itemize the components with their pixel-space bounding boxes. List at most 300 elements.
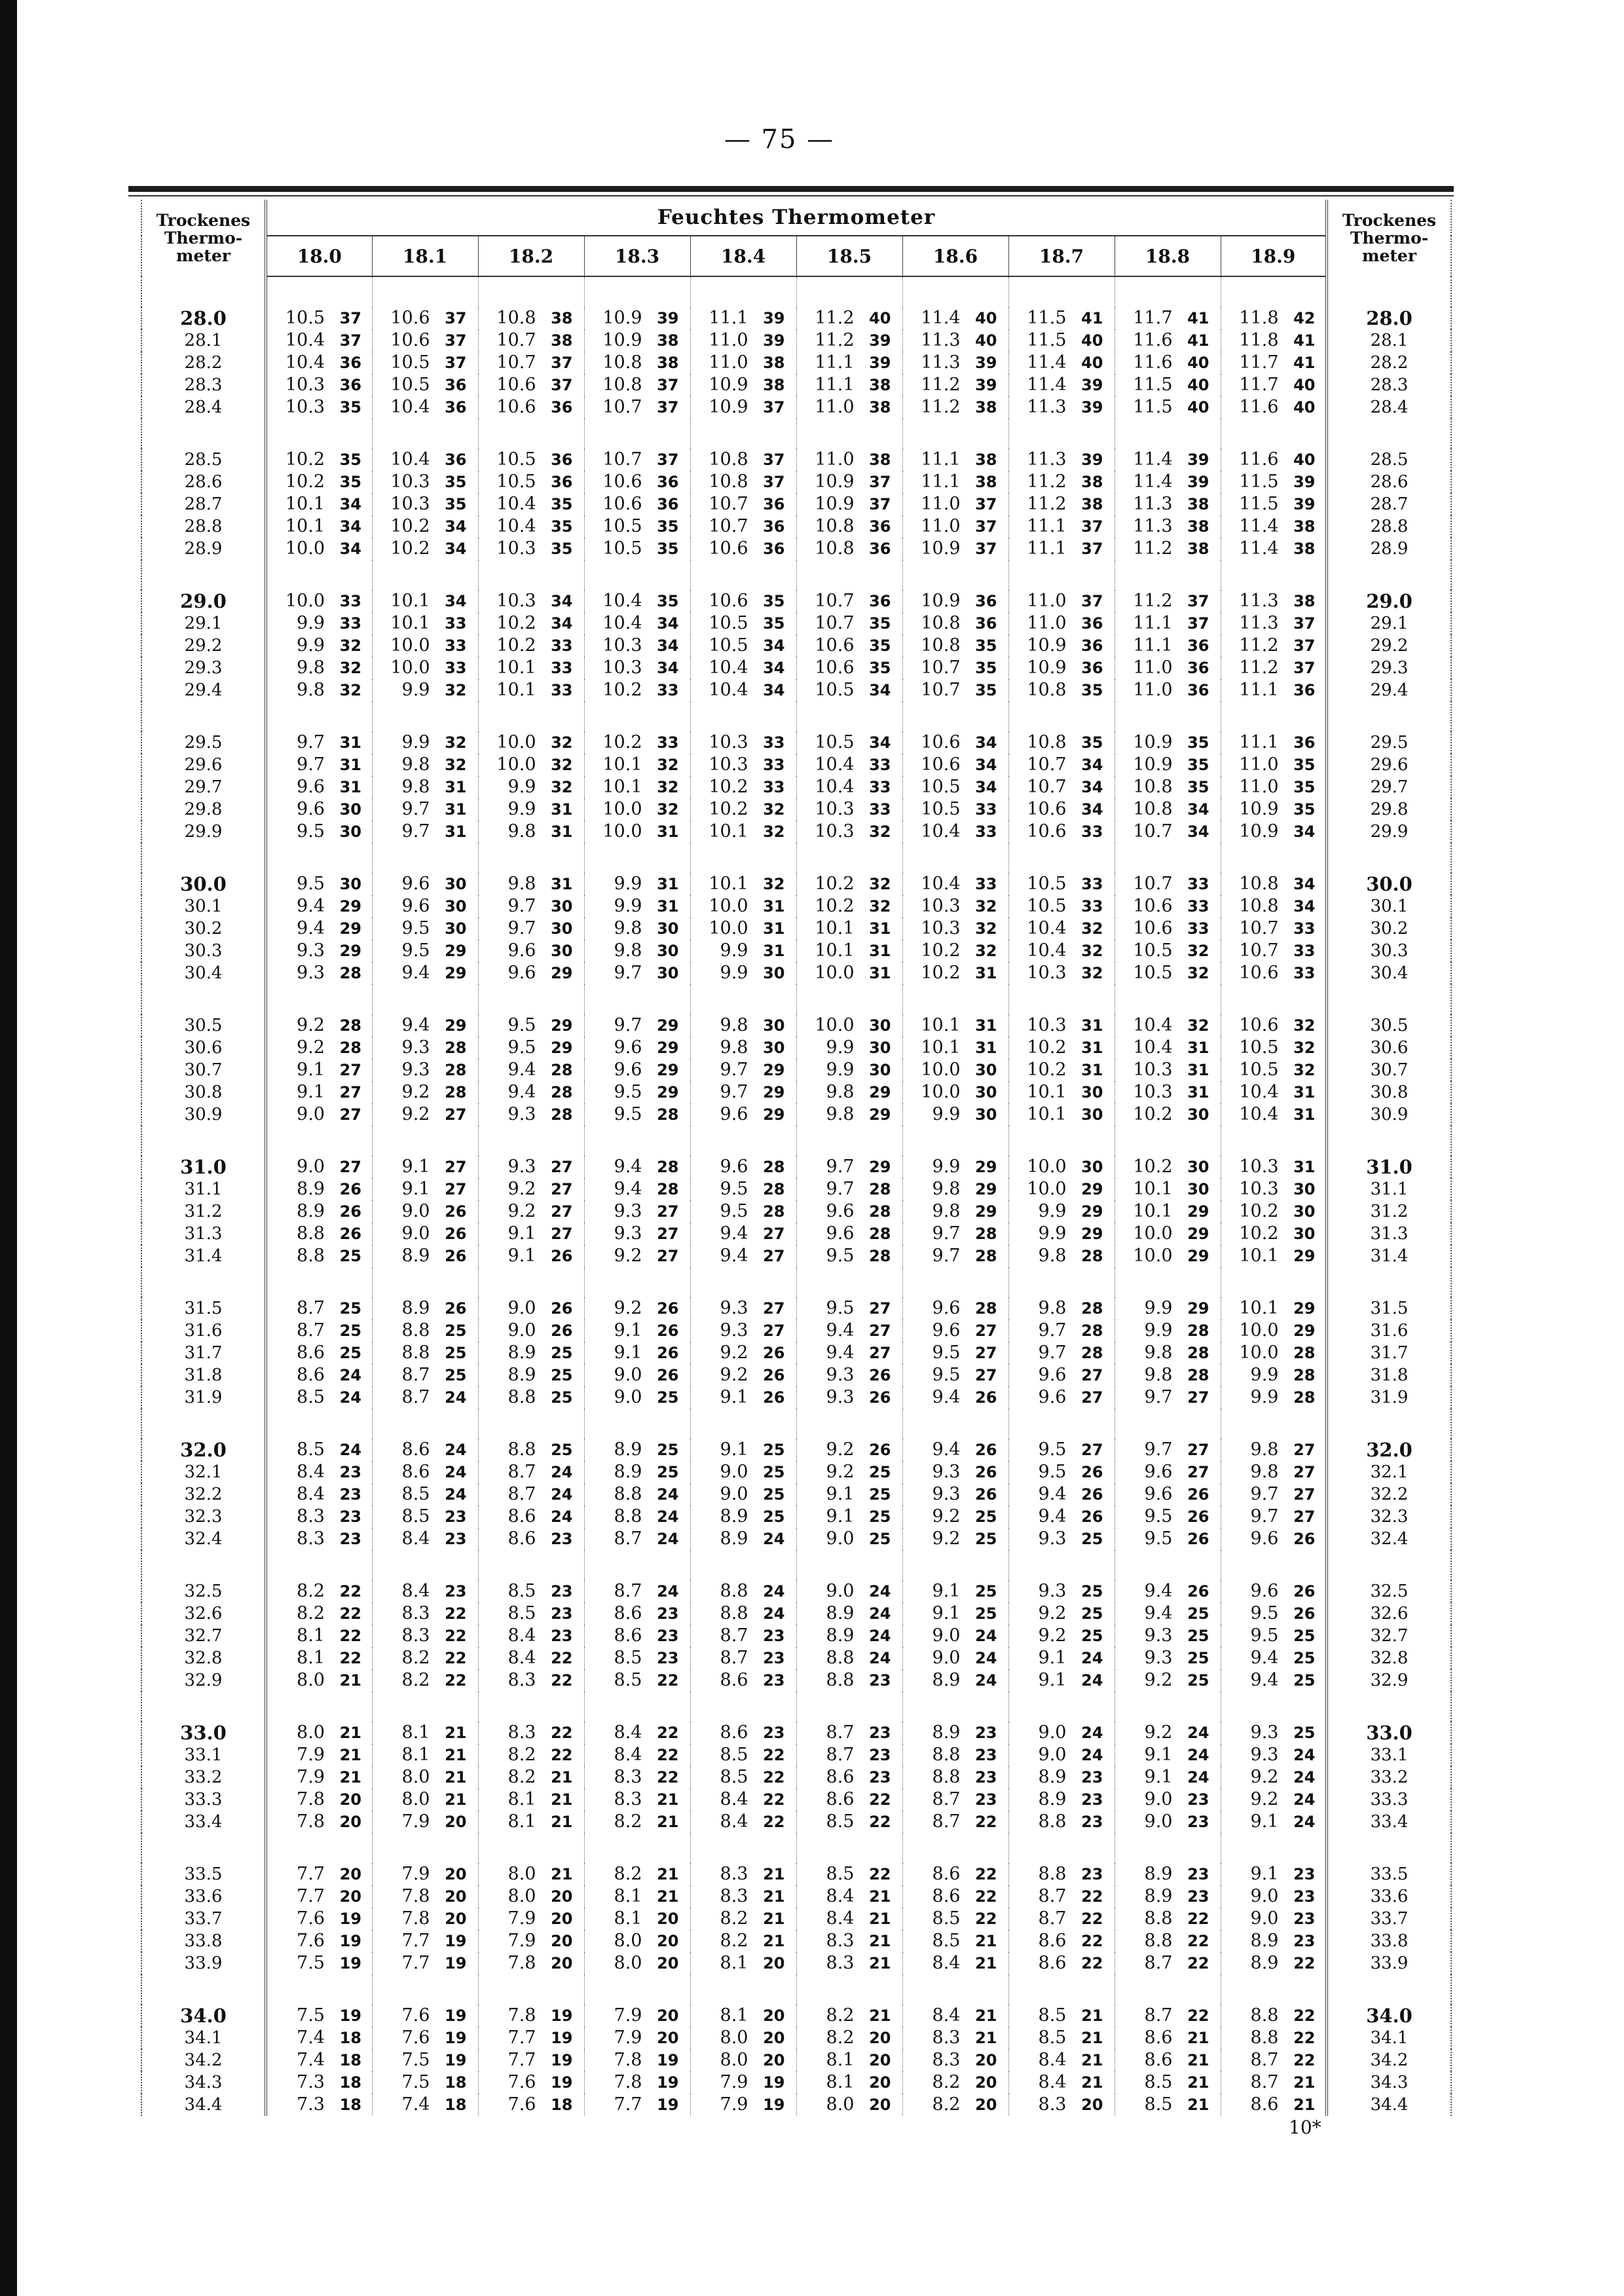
table-cell [266, 1885, 372, 1908]
dry-temp-label: 34.1 [141, 2027, 266, 2049]
humidity-percent: 31 [975, 1016, 997, 1035]
spacer-cell [796, 1409, 902, 1439]
humidity-percent: 27 [657, 1225, 679, 1243]
column-header: 18.8 [1115, 236, 1221, 276]
spacer-cell [902, 1409, 1008, 1439]
table-cell [1115, 1863, 1221, 1885]
vapour-value: 10.3 [1133, 1082, 1173, 1102]
humidity-percent: 34 [657, 659, 679, 677]
vapour-value: 10.2 [815, 896, 855, 916]
vapour-value: 9.4 [720, 1246, 748, 1266]
humidity-percent: 36 [1187, 659, 1209, 677]
table-cell [796, 1744, 902, 1766]
humidity-percent: 25 [339, 1299, 361, 1318]
vapour-value: 10.7 [1133, 874, 1173, 894]
vapour-value: 9.3 [932, 1462, 961, 1482]
vapour-value: 7.9 [720, 2072, 748, 2092]
vapour-value: 11.1 [1239, 732, 1279, 752]
table-cell [372, 374, 478, 396]
table-cell [478, 2071, 584, 2094]
humidity-percent: 31 [1187, 1039, 1209, 1057]
humidity-percent: 30 [445, 919, 467, 938]
vapour-value: 10.9 [1027, 657, 1067, 678]
vapour-value: 9.5 [1250, 1603, 1279, 1623]
table-cell [796, 1103, 902, 1126]
vapour-value: 11.2 [815, 308, 855, 328]
humidity-percent: 23 [1081, 1768, 1103, 1787]
humidity-percent: 39 [1081, 376, 1103, 394]
table-cell [796, 1669, 902, 1692]
table-cell [1115, 917, 1221, 940]
table-cell [796, 1059, 902, 1081]
table-cell [372, 1439, 478, 1461]
humidity-percent: 27 [975, 1344, 997, 1362]
humidity-percent: 26 [1187, 1508, 1209, 1526]
table-cell [1008, 1461, 1115, 1483]
humidity-percent: 19 [763, 2073, 785, 2092]
vapour-value: 9.9 [932, 1104, 961, 1124]
humidity-percent: 34 [339, 517, 361, 536]
table-row [141, 1885, 1451, 1908]
humidity-percent: 36 [551, 451, 573, 469]
humidity-percent: 30 [339, 800, 361, 819]
humidity-percent: 25 [869, 1508, 891, 1526]
table-cell [902, 657, 1008, 679]
dry-temp-label: 32.6 [141, 1602, 266, 1625]
humidity-percent: 35 [975, 681, 997, 699]
dry-temp-label-right: 33.3 [1327, 1788, 1451, 1811]
dry-temp-label-right: 29.3 [1327, 657, 1451, 679]
table-cell [1008, 1297, 1115, 1320]
humidity-percent: 30 [1187, 1180, 1209, 1198]
vapour-value: 9.4 [1144, 1603, 1173, 1623]
dry-temp-label-right: 30.1 [1327, 895, 1451, 917]
table-cell [1008, 1386, 1115, 1409]
dry-temp-label-right: 28.0 [1327, 307, 1451, 329]
table-cell [478, 1037, 584, 1059]
spacer-cell [1008, 1550, 1115, 1580]
table-cell [266, 1037, 372, 1059]
humidity-percent: 28 [1081, 1344, 1103, 1362]
humidity-percent: 28 [1187, 1366, 1209, 1384]
top-rule-thin [128, 195, 1454, 196]
humidity-percent: 23 [1187, 1887, 1209, 1906]
humidity-percent: 29 [339, 897, 361, 916]
humidity-percent: 25 [445, 1344, 467, 1362]
humidity-percent: 22 [339, 1582, 361, 1601]
humidity-percent: 26 [1187, 1582, 1209, 1601]
vapour-value: 8.8 [401, 1342, 430, 1363]
spacer-cell [1221, 1692, 1327, 1722]
humidity-percent: 38 [1187, 540, 1209, 558]
table-cell [796, 635, 902, 657]
spacer-cell [372, 701, 478, 731]
table-cell [1008, 1908, 1115, 1930]
humidity-percent: 31 [869, 919, 891, 938]
vapour-value: 8.4 [401, 1581, 430, 1601]
humidity-percent: 32 [551, 756, 573, 774]
vapour-value: 9.3 [826, 1365, 855, 1385]
humidity-percent: 20 [551, 1954, 573, 1972]
vapour-value: 8.5 [614, 1670, 642, 1690]
table-row [141, 538, 1451, 560]
table-cell [266, 1297, 372, 1320]
vapour-value: 9.4 [932, 1439, 961, 1460]
humidity-percent: 35 [1081, 733, 1103, 752]
humidity-percent: 22 [1081, 1954, 1103, 1972]
humidity-percent: 33 [869, 756, 891, 774]
vapour-value: 10.4 [496, 516, 536, 536]
vapour-value: 10.0 [709, 918, 748, 938]
humidity-percent: 38 [657, 331, 679, 350]
table-cell [690, 1439, 796, 1461]
humidity-percent: 29 [1187, 1202, 1209, 1221]
table-cell [266, 917, 372, 940]
vapour-value: 10.0 [390, 657, 430, 678]
vapour-value: 11.3 [1239, 613, 1279, 633]
vapour-value: 10.9 [921, 538, 961, 559]
table-cell [902, 1223, 1008, 1245]
humidity-percent: 27 [551, 1202, 573, 1221]
humidity-percent: 26 [445, 1247, 467, 1265]
humidity-percent: 36 [869, 517, 891, 536]
humidity-percent: 21 [551, 1790, 573, 1809]
vapour-value: 9.3 [507, 1157, 536, 1177]
table-cell [478, 1297, 584, 1320]
humidity-percent: 28 [763, 1180, 785, 1198]
vapour-value: 10.4 [602, 591, 642, 611]
humidity-percent: 21 [763, 1910, 785, 1928]
humidity-percent: 33 [1187, 919, 1209, 938]
humidity-percent: 27 [657, 1247, 679, 1265]
vapour-value: 7.6 [297, 1931, 325, 1951]
table-cell [902, 635, 1008, 657]
humidity-percent: 19 [657, 2073, 679, 2092]
spacer-cell [1221, 418, 1327, 449]
table-cell [902, 1722, 1008, 1744]
table-cell [690, 1811, 796, 1833]
table-row [141, 1811, 1451, 1833]
vapour-value: 8.8 [507, 1439, 536, 1460]
humidity-percent: 35 [657, 540, 679, 558]
vapour-value: 11.1 [1239, 680, 1279, 700]
table-row [141, 1647, 1451, 1669]
vapour-value: 10.0 [390, 635, 430, 656]
vapour-value: 9.9 [1250, 1387, 1279, 1407]
table-cell [1008, 1223, 1115, 1245]
vapour-value: 10.9 [1239, 821, 1279, 842]
vapour-value: 8.9 [1144, 1864, 1173, 1884]
spacer-cell [141, 843, 266, 873]
vapour-value: 7.8 [401, 1886, 430, 1906]
table-cell [796, 1908, 902, 1930]
humidity-percent: 24 [1081, 1671, 1103, 1690]
dry-temp-label-right: 31.6 [1327, 1320, 1451, 1342]
humidity-percent: 39 [763, 309, 785, 327]
spacer-cell [796, 1974, 902, 2005]
humidity-percent: 22 [657, 1724, 679, 1742]
table-cell [796, 895, 902, 917]
vapour-value: 10.7 [602, 449, 642, 470]
table-cell [1115, 1103, 1221, 1126]
table-row [141, 1528, 1451, 1550]
vapour-value: 10.6 [815, 635, 855, 656]
vapour-value: 11.8 [1239, 330, 1279, 350]
table-cell [372, 1200, 478, 1223]
dry-temp-label-right: 30.4 [1327, 962, 1451, 984]
spacer-cell [796, 276, 902, 307]
vapour-value: 10.8 [709, 472, 748, 492]
humidity-percent: 34 [1293, 875, 1316, 893]
humidity-percent: 26 [551, 1247, 573, 1265]
humidity-percent: 33 [763, 756, 785, 774]
humidity-percent: 36 [975, 592, 997, 610]
table-cell [584, 873, 690, 895]
vapour-value: 11.5 [1133, 375, 1173, 395]
vapour-value: 9.1 [507, 1223, 536, 1244]
humidity-percent: 22 [1293, 1954, 1316, 1972]
humidity-percent: 28 [1081, 1299, 1103, 1318]
humidity-percent: 22 [657, 1768, 679, 1787]
spacer-cell [1221, 1974, 1327, 2005]
humidity-percent: 20 [869, 2073, 891, 2092]
table-cell [902, 873, 1008, 895]
table-cell [266, 1439, 372, 1461]
table-row [141, 1297, 1451, 1320]
vapour-value: 8.8 [401, 1320, 430, 1341]
dry-temp-label-right: 28.3 [1327, 374, 1451, 396]
vapour-value: 9.2 [401, 1082, 430, 1102]
table-row [141, 2049, 1451, 2071]
table-row [141, 1766, 1451, 1788]
vapour-value: 8.0 [720, 2028, 748, 2048]
vapour-value: 8.6 [297, 1342, 325, 1363]
humidity-percent: 29 [763, 1105, 785, 1124]
table-cell [478, 1647, 584, 1669]
table-row [141, 1178, 1451, 1200]
vapour-value: 9.2 [1144, 1722, 1173, 1743]
table-cell [584, 449, 690, 471]
vapour-value: 10.5 [921, 777, 961, 797]
humidity-percent: 21 [1081, 2007, 1103, 2025]
humidity-percent: 22 [1187, 1932, 1209, 1950]
dry-temp-label-right: 29.6 [1327, 754, 1451, 776]
vapour-value: 9.0 [614, 1365, 642, 1385]
vapour-value: 8.9 [1250, 1953, 1279, 1973]
humidity-percent: 25 [339, 1322, 361, 1340]
dry-temp-label: 32.0 [141, 1439, 266, 1461]
table-cell [372, 1885, 478, 1908]
vapour-value: 8.3 [401, 1625, 430, 1646]
spacer-cell [478, 984, 584, 1014]
vapour-value: 8.6 [932, 1864, 961, 1884]
humidity-percent: 38 [1293, 517, 1316, 536]
vapour-value: 8.3 [720, 1886, 748, 1906]
table-cell [1115, 374, 1221, 396]
vapour-value: 8.1 [826, 2050, 855, 2070]
dry-temp-label-right: 30.6 [1327, 1037, 1451, 1059]
dry-temp-label-right: 28.8 [1327, 515, 1451, 538]
vapour-value: 8.2 [826, 2028, 855, 2048]
table-row [141, 1014, 1451, 1037]
table-cell [690, 1580, 796, 1602]
table-cell [796, 396, 902, 418]
vapour-value: 8.8 [826, 1648, 855, 1668]
humidity-percent: 33 [1187, 875, 1209, 893]
vapour-value: 9.7 [1250, 1484, 1279, 1504]
humidity-percent: 27 [975, 1322, 997, 1340]
vapour-value: 11.1 [815, 375, 855, 395]
vapour-value: 10.7 [1133, 821, 1173, 842]
humidity-percent: 22 [763, 1768, 785, 1787]
vapour-value: 10.3 [285, 375, 325, 395]
vapour-value: 9.4 [1144, 1581, 1173, 1601]
vapour-value: 9.1 [401, 1179, 430, 1199]
humidity-percent: 28 [975, 1225, 997, 1243]
spacer-cell [1221, 843, 1327, 873]
table-cell [478, 1952, 584, 1974]
vapour-value: 10.7 [496, 352, 536, 373]
vapour-value: 10.1 [1239, 1298, 1279, 1318]
vapour-value: 10.3 [815, 821, 855, 842]
table-cell [478, 1364, 584, 1386]
humidity-percent: 33 [551, 659, 573, 677]
humidity-percent: 35 [763, 592, 785, 610]
table-cell [796, 538, 902, 560]
humidity-percent: 37 [445, 354, 467, 372]
table-cell [796, 821, 902, 843]
vapour-value: 8.8 [507, 1387, 536, 1407]
vapour-value: 8.2 [297, 1603, 325, 1623]
humidity-percent: 38 [1187, 495, 1209, 513]
humidity-percent: 24 [1081, 1649, 1103, 1667]
vapour-value: 10.5 [285, 308, 325, 328]
vapour-value: 9.8 [826, 1082, 855, 1102]
vapour-value: 10.4 [709, 680, 748, 700]
table-cell [902, 1863, 1008, 1885]
vapour-value: 11.0 [1239, 777, 1279, 797]
vapour-value: 7.3 [297, 2072, 325, 2092]
dry-temp-label: 29.6 [141, 754, 266, 776]
table-cell [478, 1506, 584, 1528]
vapour-value: 11.0 [815, 449, 855, 470]
table-cell [1008, 1744, 1115, 1766]
humidity-percent: 31 [551, 800, 573, 819]
table-cell [1115, 612, 1221, 635]
table-cell [478, 1461, 584, 1483]
humidity-percent: 38 [869, 398, 891, 417]
humidity-percent: 41 [1187, 331, 1209, 350]
humidity-percent: 20 [551, 1887, 573, 1906]
table-cell [1008, 1245, 1115, 1267]
humidity-percent: 38 [551, 309, 573, 327]
vapour-value: 10.1 [390, 591, 430, 611]
vapour-value: 9.2 [1038, 1603, 1067, 1623]
table-cell [372, 1342, 478, 1364]
vapour-value: 8.7 [932, 1789, 961, 1809]
dry-temp-label-right: 33.9 [1327, 1952, 1451, 1974]
humidity-percent: 39 [1293, 495, 1316, 513]
humidity-percent: 22 [445, 1627, 467, 1645]
humidity-percent: 20 [657, 2007, 679, 2025]
table-cell [266, 1081, 372, 1103]
table-cell [1008, 1081, 1115, 1103]
table-cell [796, 1245, 902, 1267]
humidity-percent: 26 [551, 1299, 573, 1318]
table-cell [584, 1744, 690, 1766]
table-cell [796, 515, 902, 538]
table-cell [1221, 1223, 1327, 1245]
humidity-percent: 38 [551, 331, 573, 350]
table-cell [372, 2071, 478, 2094]
vapour-value: 8.1 [401, 1722, 430, 1743]
vapour-value: 9.5 [720, 1179, 748, 1199]
humidity-percent: 34 [1293, 823, 1316, 841]
vapour-value: 11.7 [1239, 375, 1279, 395]
humidity-percent: 33 [975, 823, 997, 841]
humidity-percent: 22 [1293, 2029, 1316, 2047]
table-cell [266, 1580, 372, 1602]
vapour-value: 10.7 [921, 657, 961, 678]
spacer-cell [372, 418, 478, 449]
table-cell [690, 798, 796, 821]
humidity-percent: 27 [445, 1158, 467, 1176]
humidity-percent: 28 [657, 1180, 679, 1198]
humidity-percent: 27 [763, 1299, 785, 1318]
spacer-cell [141, 418, 266, 449]
table-row [141, 940, 1451, 962]
humidity-percent: 24 [763, 1604, 785, 1623]
humidity-percent: 31 [1293, 1105, 1316, 1124]
vapour-value: 10.7 [1239, 940, 1279, 961]
table-cell [372, 731, 478, 754]
vapour-value: 9.0 [720, 1462, 748, 1482]
humidity-percent: 29 [1081, 1225, 1103, 1243]
spacer-cell [690, 1974, 796, 2005]
spacer-cell [584, 560, 690, 590]
humidity-percent: 25 [869, 1485, 891, 1504]
humidity-percent: 28 [1081, 1322, 1103, 1340]
table-row [141, 1364, 1451, 1386]
humidity-percent: 32 [1187, 1016, 1209, 1035]
table-cell [1221, 1103, 1327, 1126]
dry-temp-label-right: 29.0 [1327, 590, 1451, 612]
humidity-percent: 27 [1081, 1388, 1103, 1407]
table-cell [1115, 1811, 1221, 1833]
table-cell [1008, 1885, 1115, 1908]
vapour-value: 9.0 [297, 1104, 325, 1124]
humidity-percent: 33 [445, 637, 467, 655]
humidity-percent: 19 [339, 2007, 361, 2025]
vapour-value: 11.0 [921, 494, 961, 514]
vapour-value: 11.8 [1239, 308, 1279, 328]
humidity-percent: 23 [1293, 1910, 1316, 1928]
vapour-value: 8.2 [932, 2094, 961, 2115]
vapour-value: 9.5 [614, 1082, 642, 1102]
vapour-value: 11.0 [921, 516, 961, 536]
humidity-percent: 37 [1293, 614, 1316, 633]
vapour-value: 9.5 [401, 918, 430, 938]
vapour-value: 9.8 [720, 1037, 748, 1058]
table-row [141, 1722, 1451, 1744]
humidity-percent: 41 [1293, 331, 1316, 350]
dry-temp-label-right: 30.9 [1327, 1103, 1451, 1126]
spacer-cell [1221, 1833, 1327, 1863]
vapour-value: 10.1 [921, 1015, 961, 1035]
vapour-value: 9.2 [1038, 1625, 1067, 1646]
table-cell [1221, 2071, 1327, 2094]
table-cell [1221, 590, 1327, 612]
